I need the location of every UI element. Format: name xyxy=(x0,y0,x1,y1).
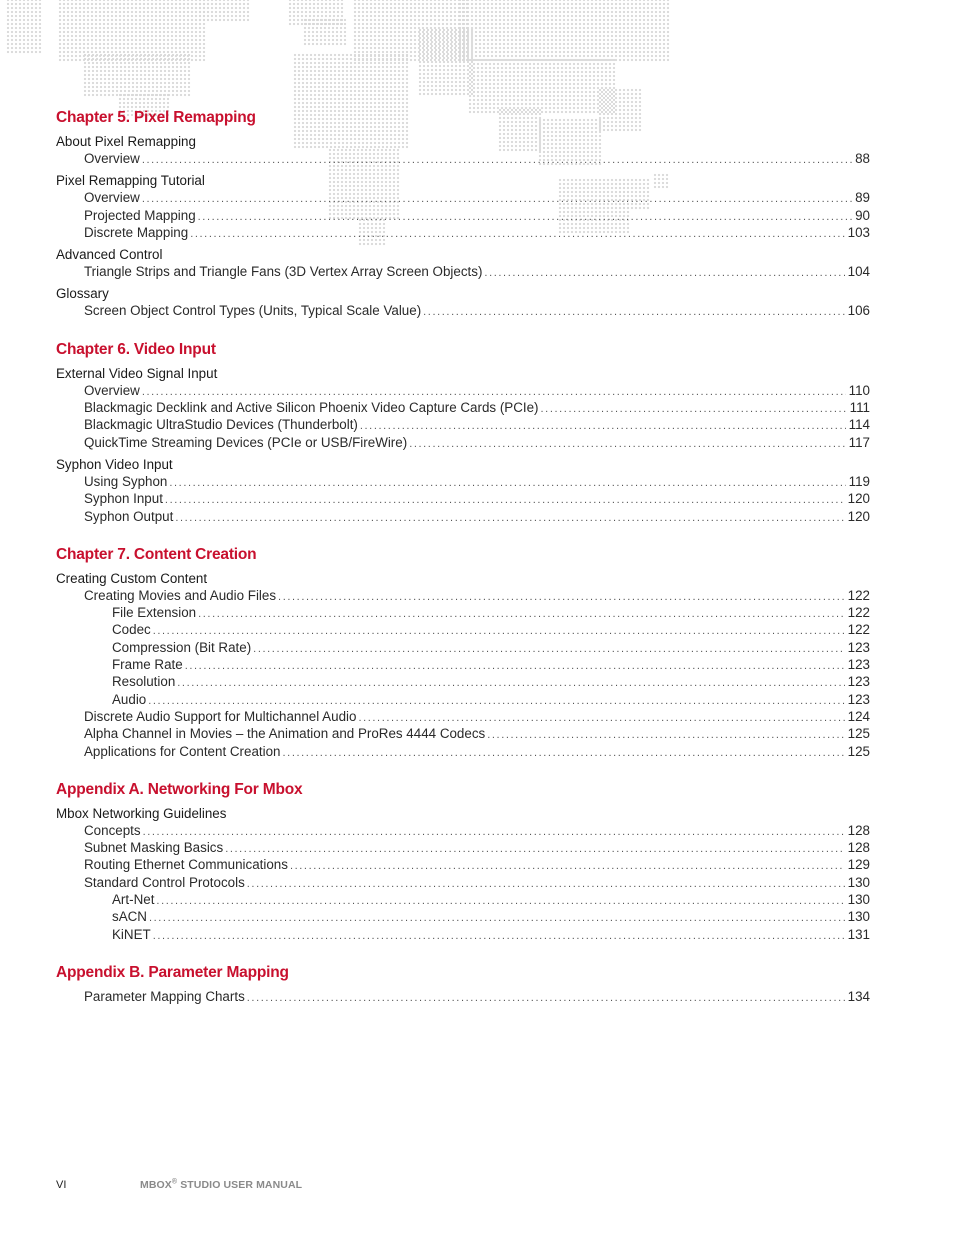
entry-page-number: 114 xyxy=(848,417,870,433)
entry-label: File Extension xyxy=(112,605,197,621)
dot-leader xyxy=(423,304,845,321)
entry-page-number: 130 xyxy=(847,874,870,890)
dot-leader xyxy=(541,401,847,418)
section-title[interactable]: Glossary xyxy=(56,286,109,302)
dot-leader xyxy=(409,436,845,453)
entry-page-number: 123 xyxy=(847,639,870,655)
entry-page-number: 130 xyxy=(847,892,870,908)
entry-page-number: 122 xyxy=(847,605,870,621)
entry-label: Standard Control Protocols xyxy=(84,874,245,890)
entry-page-number: 124 xyxy=(847,708,870,724)
page-number: VI xyxy=(56,1178,67,1191)
dot-leader xyxy=(175,510,844,527)
chapter-title[interactable]: Chapter 7. Content Creation xyxy=(56,545,257,563)
dot-leader xyxy=(142,152,852,169)
toc-section xyxy=(56,172,870,241)
toc-chapter xyxy=(56,544,870,760)
toc-section xyxy=(56,570,870,760)
toc-entry[interactable] xyxy=(56,508,870,525)
dot-leader xyxy=(198,209,852,226)
entry-page-number: 110 xyxy=(848,382,870,398)
toc-entry[interactable] xyxy=(56,891,870,908)
entry-page-number: 119 xyxy=(848,473,870,489)
entry-page-number: 125 xyxy=(847,743,870,759)
toc-section xyxy=(56,285,870,319)
toc-entry[interactable] xyxy=(56,856,870,873)
entry-label: Art-Net xyxy=(112,892,155,908)
entry-page-number: 88 xyxy=(855,151,870,166)
toc-chapter xyxy=(56,962,870,1005)
toc-entry[interactable] xyxy=(56,604,870,621)
entry-page-number: 129 xyxy=(847,857,870,873)
toc-entry[interactable] xyxy=(56,708,870,725)
dot-leader xyxy=(283,745,845,762)
entry-page-number: 128 xyxy=(847,840,870,856)
entry-page-number: 123 xyxy=(847,657,870,673)
toc-entry[interactable] xyxy=(56,224,870,241)
dot-leader xyxy=(484,265,844,282)
chapter-title[interactable]: Chapter 6. Video Input xyxy=(56,340,216,358)
toc-entry[interactable] xyxy=(56,150,870,167)
toc-entry[interactable] xyxy=(56,621,870,638)
dot-leader xyxy=(190,226,844,243)
entry-label: Discrete Mapping xyxy=(84,224,189,240)
dot-leader xyxy=(153,623,845,640)
toc-entry[interactable] xyxy=(56,926,870,943)
toc-section xyxy=(56,805,870,943)
toc-entry[interactable] xyxy=(56,874,870,891)
chapter-title[interactable]: Chapter 5. Pixel Remapping xyxy=(56,109,256,126)
chapter-title[interactable]: Appendix A. Networking For Mbox xyxy=(56,780,303,798)
entry-label: Discrete Audio Support for Multichannel Audio xyxy=(84,708,357,724)
entry-page-number: 122 xyxy=(847,587,870,603)
entry-label: Routing Ethernet Communications xyxy=(84,857,288,873)
section-title[interactable]: Mbox Networking Guidelines xyxy=(56,805,227,821)
dot-leader xyxy=(247,876,845,893)
toc-entry[interactable] xyxy=(56,473,870,490)
entry-label: Alpha Channel in Movies – the Animation and ProRes 4444 Codecs xyxy=(84,726,486,742)
dot-leader xyxy=(247,990,845,1007)
entry-label: Blackmagic Decklink and Active Silicon Phoenix Video Capture Cards (PCIe) xyxy=(84,400,539,416)
toc-entry[interactable] xyxy=(56,263,870,280)
dot-leader xyxy=(143,824,845,841)
entry-page-number: 125 xyxy=(847,726,870,742)
toc-entry[interactable] xyxy=(56,839,870,856)
dot-leader xyxy=(198,606,845,623)
dot-leader xyxy=(149,910,845,927)
toc-entry[interactable] xyxy=(56,416,870,433)
dot-leader xyxy=(185,658,845,675)
entry-label: QuickTime Streaming Devices (PCIe or USB/FireWire) xyxy=(84,434,408,450)
toc-entry[interactable] xyxy=(56,382,870,399)
entry-label: Triangle Strips and Triangle Fans (3D Vertex Array Screen Objects) xyxy=(84,264,483,280)
entry-page-number: 111 xyxy=(849,400,870,416)
entry-label: Subnet Masking Basics xyxy=(84,840,224,856)
entry-page-number: 131 xyxy=(847,926,870,942)
entry-label: Frame Rate xyxy=(112,657,183,673)
entry-label: Using Syphon xyxy=(84,473,168,489)
table-of-contents xyxy=(56,107,870,1024)
entry-label: KiNET xyxy=(112,926,151,942)
section-title[interactable]: Pixel Remapping Tutorial xyxy=(56,173,205,189)
dot-leader xyxy=(253,641,844,658)
entry-page-number: 123 xyxy=(847,674,870,690)
dot-leader xyxy=(290,858,845,875)
chapter-title[interactable]: Appendix B. Parameter Mapping xyxy=(56,963,289,981)
entry-page-number: 120 xyxy=(847,491,870,507)
toc-entry[interactable] xyxy=(56,908,870,925)
toc-entry[interactable] xyxy=(56,639,870,656)
toc-entry[interactable] xyxy=(56,302,870,319)
section-title[interactable]: About Pixel Remapping xyxy=(56,134,196,149)
entry-page-number: 104 xyxy=(847,264,870,280)
entry-label: sACN xyxy=(112,909,147,925)
dot-leader xyxy=(278,589,845,606)
toc-entry[interactable] xyxy=(56,743,870,760)
entry-label: Overview xyxy=(84,190,140,206)
toc-section xyxy=(56,133,870,167)
section-title[interactable]: Syphon Video Input xyxy=(56,456,173,472)
registered-mark: ® xyxy=(171,1178,178,1185)
entry-label: Syphon Input xyxy=(84,491,163,507)
dot-leader xyxy=(153,928,845,945)
entry-page-number: 123 xyxy=(847,691,870,707)
entry-label: Applications for Content Creation xyxy=(84,743,281,759)
section-title[interactable]: Advanced Control xyxy=(56,247,163,263)
dot-leader xyxy=(156,893,844,910)
toc-entry[interactable] xyxy=(56,207,870,224)
entry-label: Blackmagic UltraStudio Devices (Thunderbolt) xyxy=(84,417,358,433)
toc-entry[interactable] xyxy=(56,189,870,206)
dot-leader xyxy=(165,492,845,509)
dot-leader xyxy=(360,418,846,435)
manual-title xyxy=(140,1179,302,1191)
entry-page-number: 128 xyxy=(847,822,870,838)
entry-label: Resolution xyxy=(112,674,176,690)
entry-label: Projected Mapping xyxy=(84,207,196,223)
toc-section xyxy=(56,246,870,280)
entry-page-number: 89 xyxy=(855,190,870,206)
entry-label: Concepts xyxy=(84,822,141,838)
entry-page-number: 117 xyxy=(848,434,870,450)
toc-entry[interactable] xyxy=(56,725,870,742)
page-footer xyxy=(56,1178,302,1191)
section-title[interactable]: Creating Custom Content xyxy=(56,570,208,586)
entry-label: Compression (Bit Rate) xyxy=(112,639,252,655)
section-title[interactable]: External Video Signal Input xyxy=(56,365,218,381)
entry-label: Overview xyxy=(84,151,140,166)
entry-label: Audio xyxy=(112,691,147,707)
toc-entry[interactable] xyxy=(56,587,870,604)
entry-page-number: 122 xyxy=(847,622,870,638)
entry-label: Screen Object Control Types (Units, Typical Scale Value) xyxy=(84,303,422,319)
entry-label: Codec xyxy=(112,622,151,638)
dot-leader xyxy=(225,841,844,858)
toc-chapter xyxy=(56,339,870,525)
entry-label: Creating Movies and Audio Files xyxy=(84,587,277,603)
entry-label: Syphon Output xyxy=(84,508,174,524)
toc-entry[interactable] xyxy=(56,399,870,416)
entry-label: Parameter Mapping Charts xyxy=(84,988,245,1004)
dot-leader xyxy=(142,191,852,208)
entry-label: Overview xyxy=(84,382,140,398)
entry-page-number: 106 xyxy=(847,303,870,319)
entry-page-number: 120 xyxy=(847,508,870,524)
toc-section xyxy=(56,456,870,525)
manual-title-suffix: STUDIO USER MANUAL xyxy=(177,1178,303,1191)
toc-entry[interactable] xyxy=(56,490,870,507)
toc-entry[interactable] xyxy=(56,822,870,839)
toc-entry[interactable] xyxy=(56,673,870,690)
toc-entry[interactable] xyxy=(56,656,870,673)
toc-section xyxy=(56,988,870,1005)
manual-title-prefix: MBOX xyxy=(140,1178,172,1191)
toc-entry[interactable] xyxy=(56,434,870,451)
dot-leader xyxy=(487,727,844,744)
toc-chapter xyxy=(56,779,870,943)
toc-chapter xyxy=(56,107,870,320)
entry-page-number: 90 xyxy=(855,207,870,223)
dot-leader xyxy=(169,475,845,492)
entry-page-number: 134 xyxy=(847,988,870,1004)
dot-leader xyxy=(177,675,844,692)
toc-entry[interactable] xyxy=(56,988,870,1005)
toc-section xyxy=(56,365,870,451)
entry-page-number: 103 xyxy=(847,224,870,240)
entry-page-number: 130 xyxy=(847,909,870,925)
toc-entry[interactable] xyxy=(56,691,870,708)
